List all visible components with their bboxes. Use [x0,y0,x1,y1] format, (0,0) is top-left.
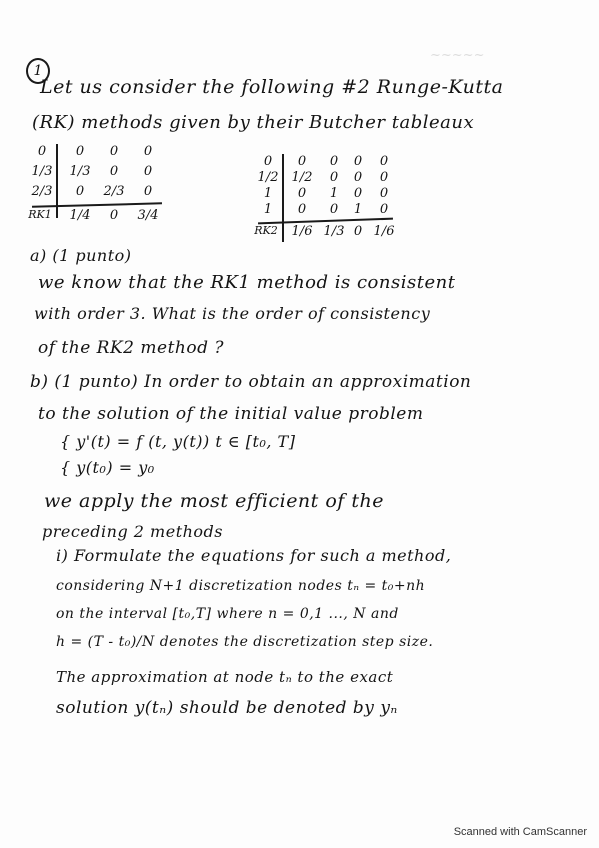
line-intro-1: Let us consider the following #2 Runge-Kutta [40,76,504,98]
rk2-coef-a34: 0 [379,186,389,201]
rk1-coef-a21: 1/3 [69,164,91,179]
rk1-weight-b2: 0 [109,208,119,223]
line-b-1: to the solution of the initial value problem [38,404,424,424]
rk2-coef-a22: 0 [329,170,339,185]
bleed-through: ~~~~~ [430,48,485,63]
line-b-6: h = (T - t₀)/N denotes the discretization step size. [56,634,434,650]
rk1-weight-b1: 1/4 [69,208,91,223]
problem-number-circle: 1 [26,58,50,84]
rk2-node-c2: 1/2 [257,170,279,185]
rk2-weight-b1: 1/6 [291,224,313,239]
rk2-vertical-rule [282,154,284,242]
rk2-coef-a14: 0 [379,154,389,169]
rk1-coef-a23: 0 [143,164,153,179]
rk2-weight-b2: 1/3 [323,224,345,239]
part-b-heading: b) (1 punto) In order to obtain an approximation [30,372,472,392]
rk2-coef-a23: 0 [353,170,363,185]
rk2-coef-a24: 0 [379,170,389,185]
rk2-coef-a33: 0 [353,186,363,201]
line-b-5: on the interval [t₀,T] where n = 0,1 ..., N and [56,606,399,622]
line-b-4: considering N+1 discretization nodes tₙ = t₀+nh [56,578,426,594]
part-a-heading: a) (1 punto) [30,246,132,265]
rk2-coef-a32: 1 [329,186,339,201]
rk2-coef-a12: 0 [329,154,339,169]
rk2-node-c4: 1 [263,202,273,217]
line-a-1: we know that the RK1 method is consistent [38,272,456,293]
rk2-coef-a21: 1/2 [291,170,313,185]
line-a-3: of the RK2 method ? [38,338,224,358]
rk1-node-c3: 2/3 [31,184,53,199]
line-intro-2: (RK) methods given by their Butcher tableaux [32,112,475,133]
rk2-weight-b4: 1/6 [373,224,395,239]
rk2-coef-a44: 0 [379,202,389,217]
rk1-node-c1: 0 [37,144,47,159]
rk1-horizontal-rule [32,202,162,207]
rk2-node-c1: 0 [263,154,273,169]
rk1-coef-a12: 0 [109,144,119,159]
rk1-coef-a11: 0 [75,144,85,159]
rk2-coef-a11: 0 [297,154,307,169]
part-b-i-heading: i) Formulate the equations for such a method, [56,546,452,565]
line-b-8: solution y(tₙ) should be denoted by yₙ [56,698,398,718]
rk1-coef-a13: 0 [143,144,153,159]
rk1-coef-a31: 0 [75,184,85,199]
line-b-2: we apply the most efficient of the [44,490,384,512]
line-a-2: with order 3. What is the order of consistency [34,304,431,323]
rk2-weight-b3: 0 [353,224,363,239]
rk2-coef-a43: 1 [353,202,363,217]
camscanner-watermark: Scanned with CamScanner [453,826,587,838]
ivp-initial-condition: { y(t₀) = y₀ [60,458,155,477]
rk2-tableau [254,152,398,244]
rk2-coef-a13: 0 [353,154,363,169]
rk2-coef-a42: 0 [329,202,339,217]
rk1-weight-b3: 3/4 [137,208,159,223]
rk1-tableau [28,140,170,223]
rk1-coef-a22: 0 [109,164,119,179]
line-b-3: preceding 2 methods [42,522,224,541]
rk1-coef-a32: 2/3 [103,184,125,199]
rk2-coef-a41: 0 [297,202,307,217]
line-b-7: The approximation at node tₙ to the exact [56,668,394,686]
rk2-coef-a31: 0 [297,186,307,201]
rk1-label: RK1 [28,208,52,221]
rk1-node-c2: 1/3 [31,164,53,179]
rk2-node-c3: 1 [263,186,273,201]
ivp-equation: { y'(t) = f (t, y(t)) t ∈ [t₀, T] [60,432,296,451]
rk2-label: RK2 [254,224,278,237]
rk1-coef-a33: 0 [143,184,153,199]
